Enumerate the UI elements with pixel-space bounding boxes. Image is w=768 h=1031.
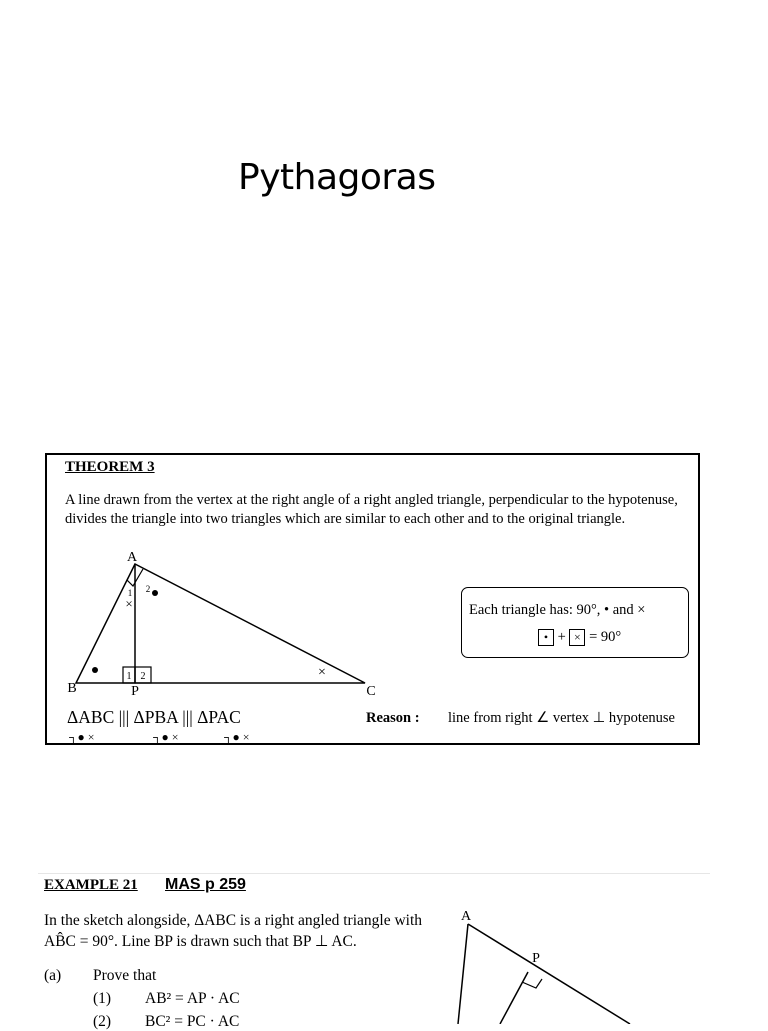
similarity-marks-3: ┐● × <box>224 730 250 744</box>
vertex-label-c: C <box>366 684 376 699</box>
example-vertex-label-p: P <box>532 951 540 966</box>
reason-text: line from right ∠ vertex ⊥ hypotenuse <box>448 710 675 726</box>
vertex-label-b: B <box>67 681 77 696</box>
svg-text:×: × <box>318 665 326 680</box>
angle-label-2: 2 <box>145 584 151 594</box>
part-a-text: Prove that <box>93 967 157 984</box>
part-a-label: (a) <box>44 967 62 984</box>
svg-text:×: × <box>125 596 133 611</box>
example-heading: EXAMPLE 21 <box>44 877 138 893</box>
plus-sign: + <box>557 629 566 645</box>
example-triangle-diagram <box>440 900 650 1024</box>
info-box-equation <box>538 629 621 646</box>
angle-info-box <box>461 587 689 658</box>
example-vertex-label-a: A <box>460 909 472 924</box>
vertex-label-a: A <box>126 550 138 565</box>
reason-label: Reason : <box>366 710 420 726</box>
slide-title: Pythagoras <box>238 157 436 198</box>
vertex-label-p: P <box>131 684 139 699</box>
subpart-2-label: (2) <box>93 1013 112 1030</box>
box-label-2: 2 <box>140 671 146 682</box>
subpart-1-label: (1) <box>93 990 112 1007</box>
theorem-box <box>45 453 700 745</box>
boxed-cross: × <box>569 629 585 646</box>
angle-label-1: 1 <box>127 588 133 598</box>
section-divider <box>38 873 710 874</box>
similarity-statement: ΔABC ||| ΔPBA ||| ΔPAC <box>67 707 241 727</box>
theorem-heading: THEOREM 3 <box>65 459 155 475</box>
subpart-2-text: BC² = PC · AC <box>145 1013 240 1030</box>
similarity-marks-2: ┐● × <box>153 730 179 744</box>
boxed-dot: • <box>538 629 554 646</box>
box-label-1: 1 <box>126 671 132 682</box>
example-reference: MAS p 259 <box>165 876 246 893</box>
example-statement: In the sketch alongside, ΔABC is a right angled triangle with AB̂C = 90°. Line BP is drawn such that BP ⊥ AC. <box>44 912 423 950</box>
subpart-1-text: AB² = AP · AC <box>145 990 240 1007</box>
equals-90: = 90° <box>589 629 622 645</box>
similarity-marks-1: ┐● × <box>69 730 95 744</box>
info-box-line1: Each triangle has: 90°, • and × <box>469 602 646 618</box>
theorem-statement: A line drawn from the vertex at the right angle of a right angled triangle, perpendicular to the hypotenuse, divides the triangle into two triangles which are similar to each other and to the original triangle. <box>65 492 678 527</box>
